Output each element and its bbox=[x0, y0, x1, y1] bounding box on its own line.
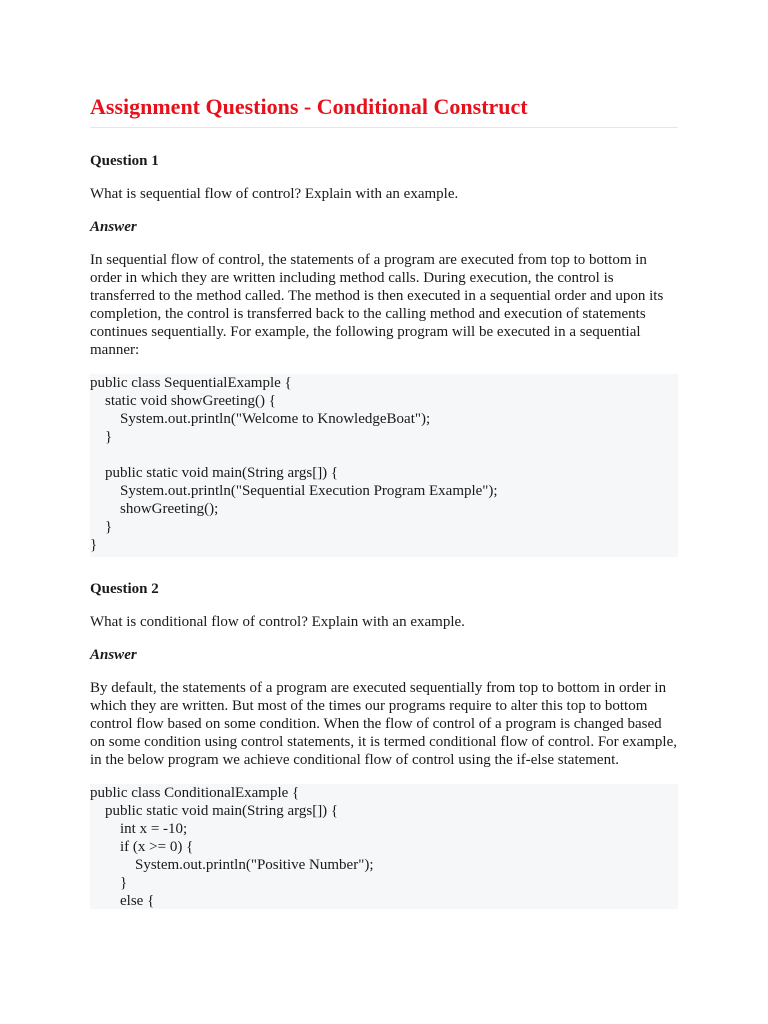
code-line: static void showGreeting() { bbox=[90, 393, 276, 409]
question-2-heading: Question 2 bbox=[90, 581, 159, 597]
code-line: showGreeting(); bbox=[90, 501, 219, 517]
answer-2-heading: Answer bbox=[90, 647, 137, 663]
code-line: if (x >= 0) { bbox=[90, 839, 194, 855]
code-line: else { bbox=[90, 893, 155, 909]
code-line: public class ConditionalExample { bbox=[90, 785, 300, 801]
question-1-text: What is sequential flow of control? Explain with an example. bbox=[90, 186, 459, 202]
code-line: public static void main(String args[]) { bbox=[90, 465, 339, 481]
answer-1-text: In sequential flow of control, the statements of a program are executed from top to bottom in order in which they are written including method calls. During execution, the control is transferred to the method called. The method is then executed in a sequential order and upon its completion, the control is transferred back to the calling method and execution of statements continues sequentially. For example, the following program will be executed in a sequential manner: bbox=[90, 252, 664, 358]
answer-1-heading: Answer bbox=[90, 219, 137, 235]
code-line: public class SequentialExample { bbox=[90, 375, 292, 391]
code-line: } bbox=[90, 875, 128, 891]
page-title: Assignment Questions - Conditional Construct bbox=[90, 93, 678, 128]
code-line: } bbox=[90, 519, 113, 535]
code-line: public static void main(String args[]) { bbox=[90, 803, 339, 819]
code-line: } bbox=[90, 537, 98, 553]
code-line: } bbox=[90, 429, 113, 445]
code-line: System.out.println("Sequential Execution Program Example"); bbox=[90, 483, 498, 499]
code-line: int x = -10; bbox=[90, 821, 188, 837]
code-block-2 bbox=[90, 784, 678, 909]
code-line: System.out.println("Positive Number"); bbox=[90, 857, 374, 873]
code-block-1 bbox=[90, 374, 678, 557]
answer-2-text: By default, the statements of a program are executed sequentially from top to bottom in order in which they are written. But most of the times our programs require to alter this top to bottom control flow based on some condition. When the flow of control of a program is changed based on some condition using control statements, it is termed conditional flow of control. For example, in the below program we achieve conditional flow of control using the if-else statement. bbox=[90, 680, 677, 768]
code-line: System.out.println("Welcome to KnowledgeBoat"); bbox=[90, 411, 431, 427]
question-2-text: What is conditional flow of control? Explain with an example. bbox=[90, 614, 465, 630]
code-line bbox=[90, 446, 678, 464]
question-1-heading: Question 1 bbox=[90, 153, 159, 169]
document-page bbox=[90, 93, 678, 909]
